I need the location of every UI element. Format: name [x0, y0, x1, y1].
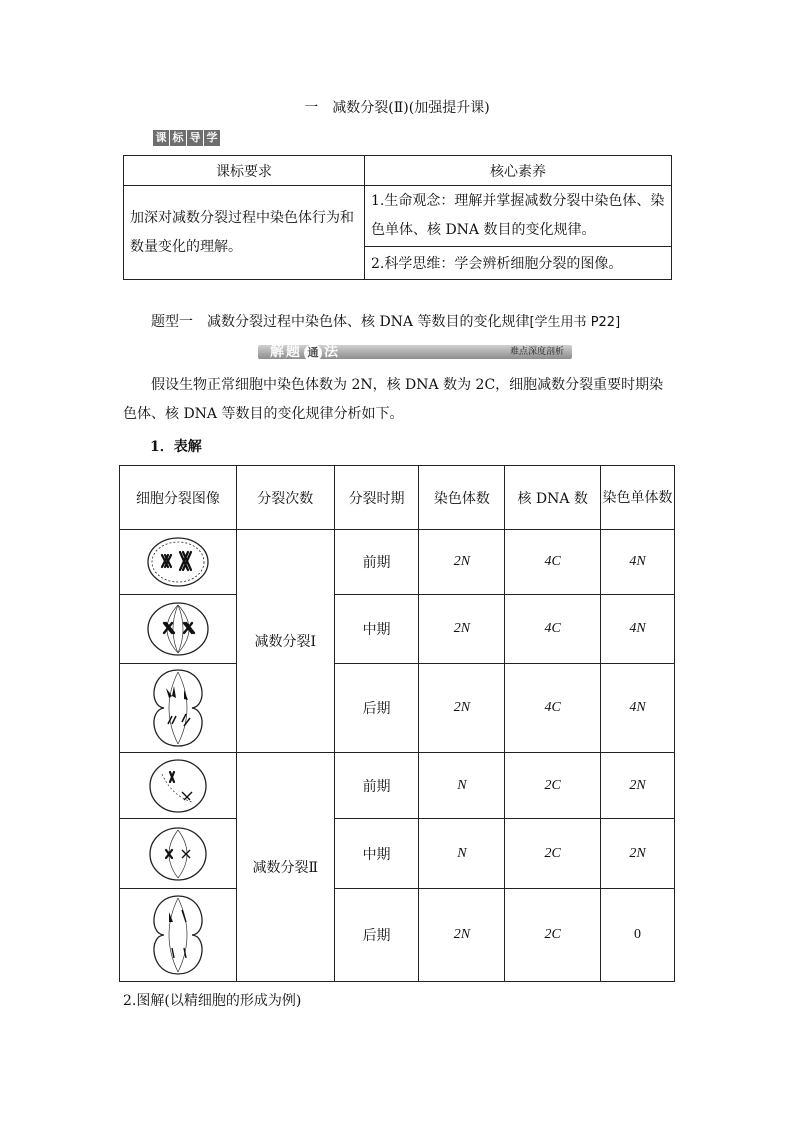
stage-cell: 后期: [334, 889, 419, 982]
cell-diagram-mi-anaphase: [142, 666, 214, 750]
section-tag-kebiao-daoxue: [153, 130, 220, 146]
banner-char: 法: [324, 344, 340, 360]
cell-image-mii-metaphase: [120, 819, 237, 889]
header-stage: 分裂时期: [334, 466, 419, 530]
cell-image-mii-prophase: [120, 753, 237, 819]
banner-label: [266, 342, 348, 362]
header-chromatids: 染色单体数: [601, 466, 675, 530]
stage-cell: 前期: [334, 753, 419, 819]
chromosome-count: 2N: [419, 664, 505, 753]
section-1-heading: 1．表解: [150, 439, 202, 455]
chromatid-count: 4N: [601, 664, 675, 753]
dna-count: 2C: [505, 819, 601, 889]
cell-diagram-mi-prophase: [142, 534, 214, 590]
banner-char: 解: [270, 344, 286, 360]
cell-image-mi-prophase: [120, 530, 237, 595]
stage-cell: 中期: [334, 819, 419, 889]
cell-image-mi-metaphase: [120, 595, 237, 664]
cell-diagram-mi-metaphase: [142, 599, 214, 659]
division-2-label: 减数分裂Ⅱ: [236, 753, 334, 982]
chromatid-count: 0: [601, 889, 675, 982]
dna-count: 4C: [505, 664, 601, 753]
student-book-ref: [学生用书 P22]: [529, 315, 621, 330]
tag-char: 学: [204, 130, 220, 146]
chromatid-count: 4N: [601, 595, 675, 664]
intro-paragraph: 假设生物正常细胞中染色体数为 2N，核 DNA 数为 2C，细胞减数分裂重要时期染色体、核 DNA 等数目的变化规律分析如下。: [123, 377, 664, 422]
stage-cell: 后期: [334, 664, 419, 753]
standards-literacy-1: 1.生命观念：理解并掌握减数分裂中染色体、染色单体、核 DNA 数目的变化规律。: [365, 186, 672, 247]
header-dna: 核 DNA 数: [505, 466, 601, 530]
banner-circle-char: 通: [304, 344, 322, 362]
question-type-title: 题型一 减数分裂过程中染色体、核 DNA 等数目的变化规律: [151, 314, 530, 330]
standards-header-requirement: 课标要求: [124, 156, 365, 186]
chromosome-count: N: [419, 753, 505, 819]
dna-count: 4C: [505, 530, 601, 595]
standards-requirement: 加深对减数分裂过程中染色体行为和数量变化的理解。: [124, 186, 365, 280]
cell-diagram-mii-prophase: [142, 756, 214, 816]
banner-subtitle: 难点深度剖析: [509, 347, 564, 357]
standards-literacy-2: 2.科学思维：学会辨析细胞分裂的图像。: [365, 247, 672, 280]
dna-count: 4C: [505, 595, 601, 664]
chromosome-count: 2N: [419, 889, 505, 982]
chromatid-count: 2N: [601, 753, 675, 819]
page-title: 一 减数分裂(Ⅱ)(加强提升课): [304, 100, 490, 116]
banner-char: 题: [286, 344, 302, 360]
banner-jieti-tongfa: [258, 342, 572, 362]
dna-count: 2C: [505, 753, 601, 819]
cell-diagram-mii-metaphase: [142, 824, 214, 884]
standards-table: [123, 155, 672, 280]
tag-char: 导: [187, 130, 203, 146]
chromosome-count: 2N: [419, 530, 505, 595]
cell-diagram-mii-anaphase: [142, 892, 214, 978]
header-division: 分裂次数: [236, 466, 334, 530]
section-2-heading: 2.图解(以精细胞的形成为例): [123, 993, 302, 1009]
stage-cell: 中期: [334, 595, 419, 664]
chromosome-count: 2N: [419, 595, 505, 664]
stage-cell: 前期: [334, 530, 419, 595]
meiosis-table: [119, 465, 675, 982]
tag-char: 标: [170, 130, 186, 146]
header-chromosomes: 染色体数: [419, 466, 505, 530]
standards-header-literacy: 核心素养: [365, 156, 672, 186]
chromatid-count: 2N: [601, 819, 675, 889]
question-type-heading: [151, 311, 620, 331]
cell-image-mi-anaphase: [120, 664, 237, 753]
header-cell-image: 细胞分裂图像: [120, 466, 237, 530]
dna-count: 2C: [505, 889, 601, 982]
chromosome-count: N: [419, 819, 505, 889]
chromatid-count: 4N: [601, 530, 675, 595]
tag-char: 课: [153, 130, 169, 146]
cell-image-mii-anaphase: [120, 889, 237, 982]
division-1-label: 减数分裂Ⅰ: [236, 530, 334, 753]
